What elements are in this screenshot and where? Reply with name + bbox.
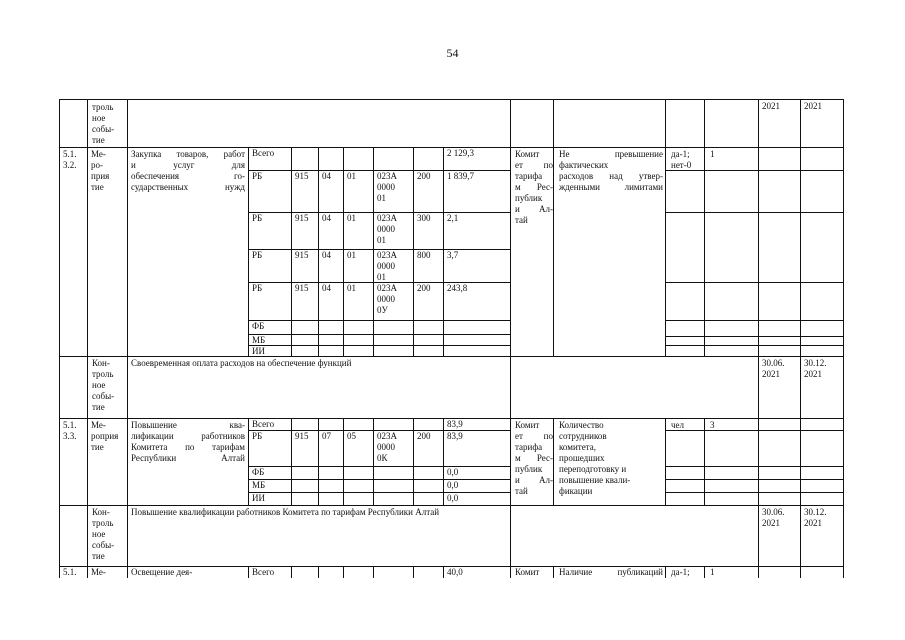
table-vertical-rule: [373, 566, 374, 578]
activity-indicator: Количество сотрудников комитета, прошедших переподготовку и повышение квали- фикации: [559, 420, 631, 496]
table-vertical-rule: [800, 99, 801, 147]
table-vertical-rule: [553, 566, 554, 578]
control-event-label: троль ное собы- тие: [92, 102, 115, 145]
table-vertical-rule: [87, 356, 88, 418]
indicator-row-separator: [665, 212, 844, 213]
activity-name: Повышение ква- лификации работников Комитета по тарифам Республики Алтай: [131, 420, 245, 463]
funding-amount: 83,9: [447, 431, 463, 441]
table-vertical-rule: [665, 99, 666, 147]
activity-target-value: 1: [710, 567, 715, 577]
table-vertical-rule: [758, 505, 759, 566]
funding-source: ИИ: [252, 493, 265, 503]
indicator-row-separator: [665, 282, 844, 283]
indicator-row-separator: [665, 345, 844, 346]
expense-type-code: 200: [417, 283, 431, 293]
target-article-code: 023A 0000 01: [377, 171, 397, 203]
activity-unit: да-1;: [671, 567, 690, 577]
row-separator: [59, 505, 844, 506]
activity-number: 5.1.: [63, 567, 77, 577]
control-event-date-first: 30.06. 2021: [762, 358, 785, 379]
funding-amount: 3,7: [447, 250, 459, 260]
funding-amount: 1 839,7: [447, 171, 474, 181]
table-vertical-rule: [413, 147, 414, 356]
table-vertical-rule: [553, 418, 554, 505]
grbs-code: 915: [295, 283, 309, 293]
funding-amount: 2,1: [447, 213, 459, 223]
funding-source: РБ: [252, 171, 263, 181]
funding-source: РБ: [252, 283, 263, 293]
row-separator: [59, 356, 844, 357]
target-article-code: 023A 0000 01: [377, 213, 397, 245]
target-article-code: 023A 0000 01: [377, 250, 397, 282]
table-vertical-rule: [758, 356, 759, 418]
control-event-text: Своевременная оплата расходов на обеспечение функций: [131, 358, 352, 368]
funding-source: Всего: [252, 419, 275, 429]
control-event-year-second: 2021: [804, 101, 822, 111]
activity-target-value: 3: [710, 420, 715, 430]
subsection-code: 01: [347, 213, 356, 223]
indicator-row-separator: [665, 492, 844, 493]
subsection-code: 01: [347, 171, 356, 181]
table-vertical-rule: [758, 566, 759, 578]
activity-unit: чел: [671, 420, 685, 430]
control-event-date-first: 30.06. 2021: [762, 507, 785, 528]
funding-source: РБ: [252, 250, 263, 260]
subsection-code: 01: [347, 283, 356, 293]
funding-source: РБ: [252, 213, 263, 223]
funding-source: ФБ: [252, 321, 265, 331]
table-vertical-rule: [127, 147, 128, 356]
target-article-code: 023A 0000 0К: [377, 431, 397, 463]
expense-type-code: 300: [417, 213, 431, 223]
subsection-code: 01: [347, 250, 356, 260]
activity-unit: да-1; нет-0: [671, 149, 692, 170]
activity-type-label: Ме-: [91, 567, 106, 577]
table-vertical-rule: [127, 418, 128, 505]
control-event-date-second: 30.12. 2021: [804, 358, 827, 379]
table-vertical-rule: [248, 566, 249, 578]
grbs-code: 915: [295, 213, 309, 223]
table-vertical-rule: [510, 566, 511, 578]
grbs-code: 915: [295, 171, 309, 181]
funding-source: РБ: [252, 431, 263, 441]
subsection-code: 05: [347, 431, 356, 441]
table-top-border: [59, 99, 844, 100]
table-vertical-rule: [413, 566, 414, 578]
indicator-row-separator: [665, 320, 844, 321]
table-vertical-rule: [510, 147, 511, 356]
table-vertical-rule: [800, 505, 801, 566]
funding-amount: 0,0: [447, 493, 459, 503]
table-vertical-rule: [704, 99, 705, 147]
table-vertical-rule: [373, 147, 374, 356]
table-vertical-rule: [248, 147, 249, 356]
funding-amount: 0,0: [447, 480, 459, 490]
table-vertical-rule: [343, 566, 344, 578]
control-event-label: Кон- троль ное собы- тие: [92, 358, 115, 412]
expense-type-code: 200: [417, 431, 431, 441]
table-vertical-rule: [87, 505, 88, 566]
control-event-text: Повышение квалификации работников Комитета по тарифам Республики Алтай: [131, 507, 440, 517]
target-article-code: 023A 0000 0У: [377, 283, 397, 315]
activity-type-label: Ме- роприя тие: [91, 420, 119, 452]
control-event-label: Кон- троль ное собы- тие: [92, 507, 115, 561]
table-vertical-rule: [758, 147, 759, 356]
funding-source: ФБ: [252, 467, 265, 477]
section-code: 07: [322, 431, 331, 441]
table-vertical-rule: [800, 356, 801, 418]
expense-type-code: 200: [417, 171, 431, 181]
table-vertical-rule: [665, 566, 666, 578]
funding-source: МБ: [252, 335, 266, 345]
table-vertical-rule: [443, 147, 444, 356]
table-vertical-rule: [800, 566, 801, 578]
grbs-code: 915: [295, 250, 309, 260]
activity-executor: Комит ет по тарифа м Рес- публик и Ал- тай: [515, 420, 553, 496]
table-vertical-rule: [758, 99, 759, 147]
indicator-row-separator: [665, 479, 844, 480]
section-code: 04: [322, 283, 331, 293]
section-code: 04: [322, 250, 331, 260]
table-vertical-rule: [87, 99, 88, 147]
table-vertical-rule: [665, 147, 666, 356]
table-vertical-rule: [127, 566, 128, 578]
table-vertical-rule: [87, 147, 88, 356]
activity-indicator: Не превышение фактических расходов над утвер- жденными лимитами: [559, 149, 663, 192]
activity-executor: Комит ет по тарифа м Рес- публик и Ал- тай: [515, 149, 553, 225]
table-vertical-rule: [800, 147, 801, 356]
activity-type-label: Ме- ро- прия тие: [91, 149, 110, 192]
control-event-year-first: 2021: [762, 101, 780, 111]
funding-amount: 83,9: [447, 419, 463, 429]
activity-name: Закупка товаров, работ и услуг для обеспечения го- сударственных нужд: [131, 149, 245, 192]
activity-name: Освещение дея-: [131, 567, 193, 577]
expense-type-code: 800: [417, 250, 431, 260]
table-vertical-rule: [553, 99, 554, 147]
page-number: 54: [446, 46, 459, 60]
funding-source: Всего: [252, 567, 275, 577]
indicator-row-separator: [665, 336, 844, 337]
table-vertical-rule: [510, 99, 511, 147]
control-event-date-second: 30.12. 2021: [804, 507, 827, 528]
funding-amount: 2 129,3: [447, 148, 474, 158]
table-vertical-rule: [443, 566, 444, 578]
activity-number: 5.1. 3.3.: [63, 420, 77, 441]
funding-amount: 40,0: [447, 567, 463, 577]
section-code: 04: [322, 171, 331, 181]
activity-executor: Комит: [515, 567, 540, 577]
activity-number: 5.1. 3.2.: [63, 149, 77, 170]
funding-source: МБ: [252, 480, 266, 490]
activity-indicator: Наличие публикаций: [559, 567, 663, 577]
funding-source: ИИ: [252, 346, 265, 356]
indicator-row-separator: [665, 466, 844, 467]
table-vertical-rule: [704, 147, 705, 356]
funding-amount: 243,8: [447, 283, 468, 293]
activity-target-value: 1: [710, 149, 715, 159]
funding-source: Всего: [252, 148, 275, 158]
funding-amount: 0,0: [447, 467, 459, 477]
table-vertical-rule: [553, 147, 554, 356]
grbs-code: 915: [295, 431, 309, 441]
table-left-border: [59, 99, 60, 578]
table-vertical-rule: [318, 566, 319, 578]
section-code: 04: [322, 213, 331, 223]
